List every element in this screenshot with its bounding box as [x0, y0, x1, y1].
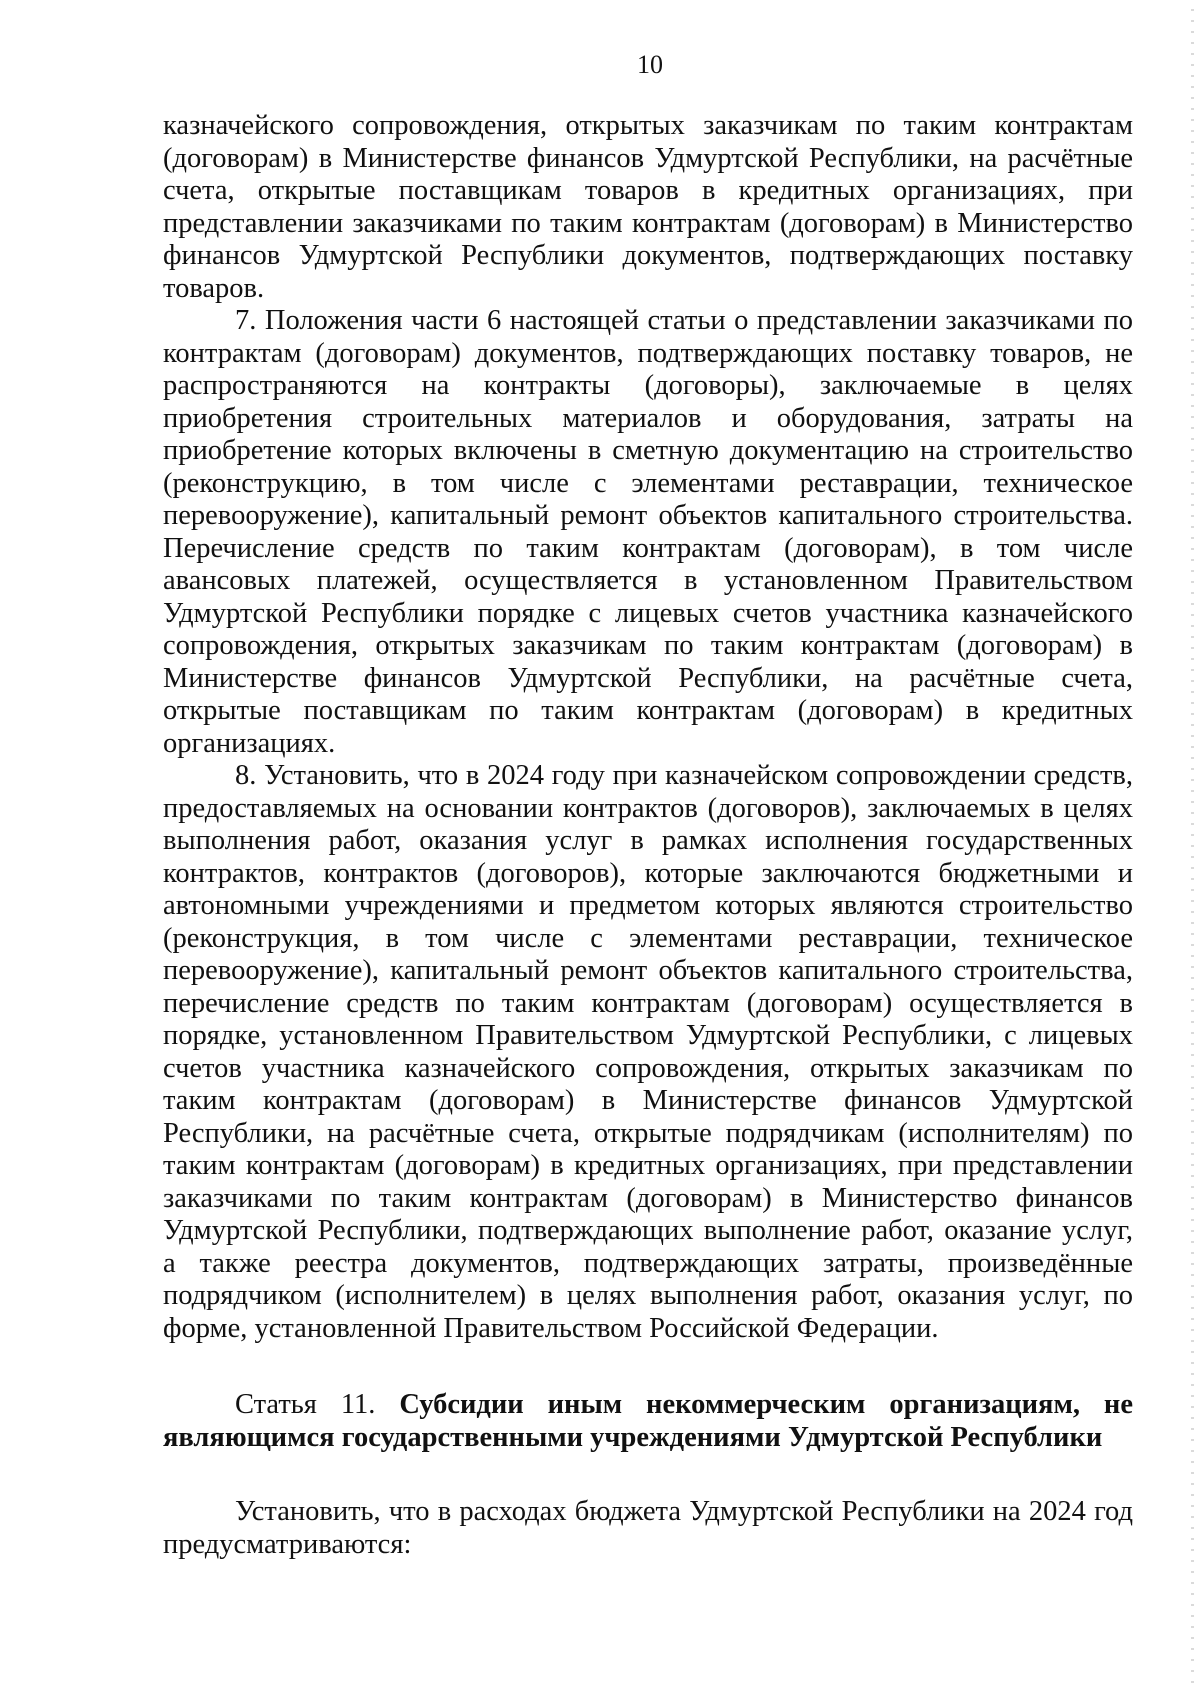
page-number: 10 — [637, 50, 663, 79]
paragraph-7: 7. Положения части 6 настоящей статьи о представлении заказчиками по контрактам (договорам) документов, подтверждающих поставку товаров, не распространяются на контракты (договоры), заключаемые в целях приобретения строительных материалов и оборудования, затраты на приобретение которых включены в сметную документацию на строительство (реконструкцию, в том числе с элементами реставрации, техническое перевооружение), капитальный ремонт объектов капитального строительства. Перечисление средств по таким контрактам (договорам), в том числе авансовых платежей, осуществляется в установленном Правительством Удмуртской Республики порядке с лицевых счетов участника казначейского сопровождения, открытых заказчикам по таким контрактам (договорам) в Министерстве финансов Удмуртской Республики, на расчётные счета, открытые поставщикам по таким контрактам (договорам) в кредитных организациях. — [163, 305, 1133, 759]
article-intro: Установить, что в расходах бюджета Удмуртской Республики на 2024 год предусматриваются: — [163, 1496, 1133, 1560]
paragraph-continuation: казначейского сопровождения, открытых заказчикам по таким контрактам (договорам) в Министерстве финансов Удмуртской Республики, на расчётные счета, открытые поставщикам товаров в кредитных организациях, при представлении заказчиками по таким контрактам (договорам) в Министерство финансов Удмуртской Республики документов, подтверждающих поставку товаров. — [163, 110, 1133, 304]
article-heading — [163, 1389, 1133, 1454]
article-label: Статья 11. — [235, 1389, 400, 1420]
paragraph-8: 8. Установить, что в 2024 году при казначейском сопровождении средств, предоставляемых на основании контрактов (договоров), заключаемых в целях выполнения работ, оказания услуг в рамках исполнения государственных контрактов, контрактов (договоров), которые заключаются бюджетными и автономными учреждениями и предметом которых являются строительство (реконструкция, в том числе с элементами реставрации, техническое перевооружение), капитальный ремонт объектов капитального строительства, перечисление средств по таким контрактам (договорам) осуществляется в порядке, установленном Правительством Удмуртской Республики, с лицевых счетов участника казначейского сопровождения, открытых заказчикам по таким контрактам (договорам) в Министерстве финансов Удмуртской Республики, на расчётные счета, открытые подрядчикам (исполнителям) по таким контрактам (договорам) в кредитных организациях, при представлении заказчиками по таким контрактам (договорам) в Министерство финансов Удмуртской Республики, подтверждающих выполнение работ, оказание услуг, а также реестра документов, подтверждающих затраты, произведённые подрядчиком (исполнителем) в целях выполнения работ, оказания услуг, по форме, установленной Правительством Российской Федерации. — [163, 760, 1133, 1344]
article-title: Субсидии иным некоммерческим организациям, не являющимся государственными учреждениями Удмуртской Республики — [163, 1389, 1134, 1453]
document-body — [163, 110, 1133, 1561]
scan-edge-marks — [1191, 0, 1194, 1686]
